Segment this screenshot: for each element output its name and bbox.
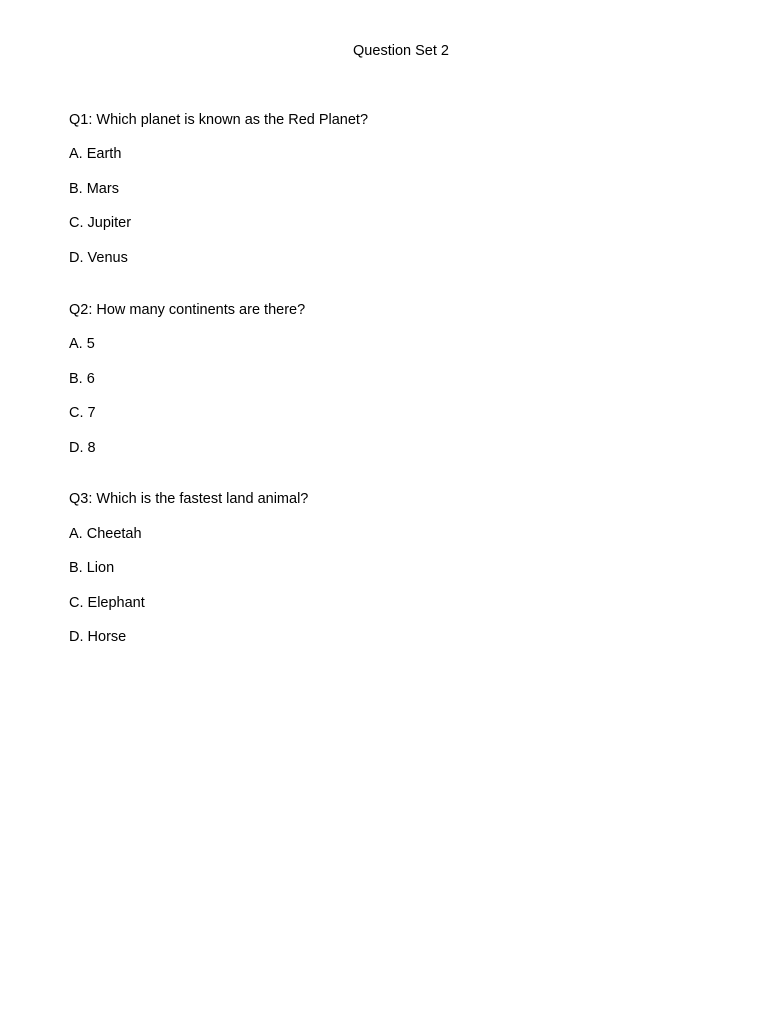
answer-option: D. Horse [69,629,127,645]
answer-option: D. 8 [69,440,96,456]
answer-option: A. 5 [69,336,95,352]
answer-option: D. Venus [69,250,128,266]
answer-option: B. 6 [69,371,95,387]
answer-option: C. 7 [69,405,96,421]
answer-option: B. Lion [69,560,115,576]
question-text: Q1: Which planet is known as the Red Planet? [69,112,369,128]
answer-option: A. Earth [69,146,122,162]
question-text: Q2: How many continents are there? [69,302,306,318]
answer-option: A. Cheetah [69,526,142,542]
answer-option: C. Jupiter [69,215,132,231]
question-text: Q3: Which is the fastest land animal? [69,491,309,507]
answer-option: C. Elephant [69,595,145,611]
page-title: Question Set 2 [353,43,449,59]
answer-option: B. Mars [69,181,119,197]
